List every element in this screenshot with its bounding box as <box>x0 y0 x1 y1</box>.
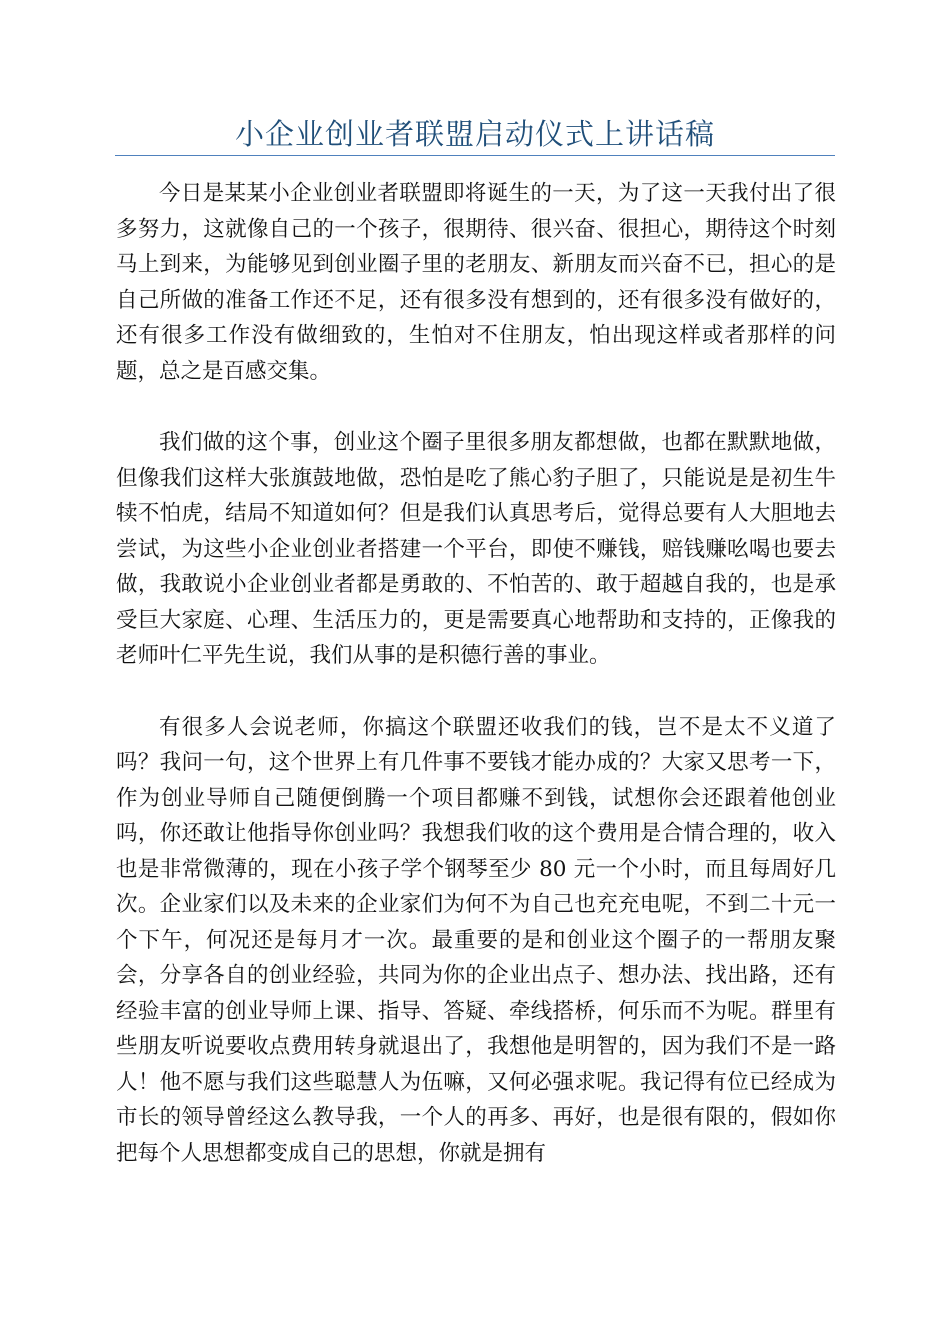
title-underline <box>115 155 835 156</box>
paragraph-1: 今日是某某小企业创业者联盟即将诞生的一天，为了这一天我付出了很多努力，这就像自己的一个孩子，很期待、很兴奋、很担心，期待这个时刻马上到来，为能够见到创业圈子里的老朋友、新朋友而兴奋不已，担心的是自己所做的准备工作还不足，还有很多没有想到的，还有很多没有做好的，还有很多工作没有做细致的，生怕对不住朋友，怕出现这样或者那样的问题，总之是百感交集。 <box>116 181 836 384</box>
document-title: 小企业创业者联盟启动仪式上讲话稿 <box>234 117 715 151</box>
paragraph-2: 我们做的这个事，创业这个圈子里很多朋友都想做，也都在默默地做，但像我们这样大张旗鼓地做，恐怕是吃了熊心豹子胆了，只能说是是初生牛犊不怕虎，结局不知道如何？但是我们认真思考后，觉得总要有人大胆地去尝试，为这些小企业创业者搭建一个平台，即使不赚钱，赔钱赚吆喝也要去做，我敢说小企业创业者都是勇敢的、不怕苦的、敢于超越自我的，也是承受巨大家庭、心理、生活压力的，更是需要真心地帮助和支持的，正像我的老师叶仁平先生说，我们从事的是积德行善的事业。 <box>116 430 836 668</box>
document-body <box>116 176 836 1171</box>
paragraph-3: 有很多人会说老师，你搞这个联盟还收我们的钱，岂不是太不义道了吗？我问一句，这个世界上有几件事不要钱才能办成的？大家又思考一下，作为创业导师自己随便倒腾一个项目都赚不到钱，试想你会还跟着他创业吗，你还敢让他指导你创业吗？我想我们收的这个费用是合情合理的，收入也是非常微薄的，现在小孩子学个钢琴至少 80 元一个小时，而且每周好几次。企业家们以及未来的企业家们为何不为自己也充充电呢，不到二十元一个下午，何况还是每月才一次。最重要的是和创业这个圈子的一帮朋友聚会，分享各自的创业经验，共同为你的企业出点子、想办法、找出路，还有经验丰富的创业导师上课、指导、答疑、牵线搭桥，何乐而不为呢。群里有些朋友听说要收点费用转身就退出了，我想他是明智的，因为我们不是一路人！他不愿与我们这些聪慧人为伍嘛，又何必强求呢。我记得有位已经成为市长的领导曾经这么教导我，一个人的再多、再好，也是很有限的，假如你把每个人思想都变成自己的思想，你就是拥有 <box>116 714 836 1166</box>
